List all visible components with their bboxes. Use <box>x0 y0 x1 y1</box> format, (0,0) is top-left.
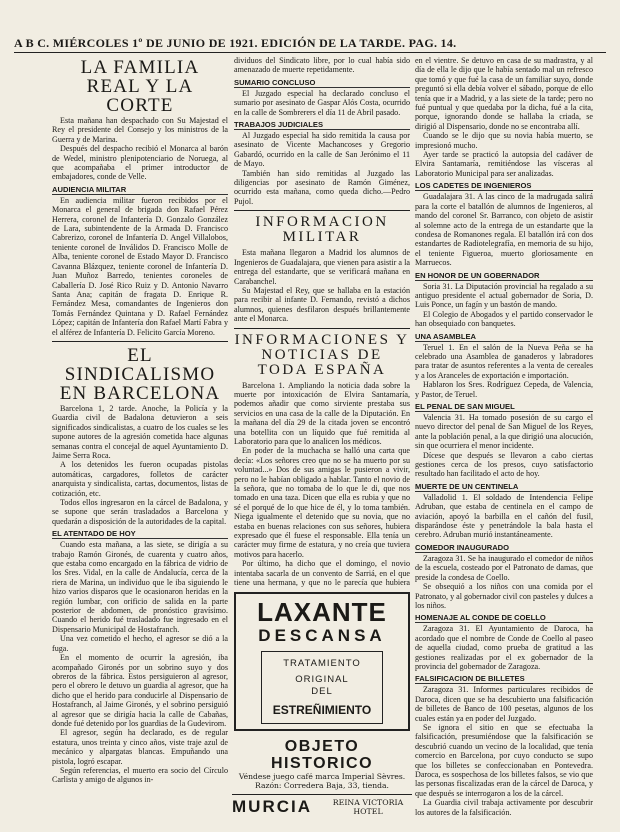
advertisements <box>232 588 412 816</box>
paragraph: Cuando esta mañana, a las siete, se dirigía a su trabajo Ramón Gironés, de cuarenta y cuatro años, que estaba como encargado en la fábrica de vidrio de los Sres. Vidal, en la calle de Andalucía, cerca de la riera de Marina, un individuo que le iba siguiendo le hizo varios disparos que le ocasionaron heridas en la región lumbar, con orificio de salida en la parte posterior de abdomen, de pronóstico gravísimo. Cuando el herido fué trasladado fue ingresado en el Dispensario Municipal de Hostafranch. <box>52 540 228 634</box>
headline-familia-real: LA FAMILIA REAL Y LA CORTE <box>80 57 200 116</box>
ad-brand-descansa: DESCANSA <box>258 626 386 645</box>
ad-brand-laxante: LAXANTE <box>257 597 387 627</box>
laxante-ad <box>234 592 410 731</box>
paragraph: A los detenidos les fueron ocupadas pistolas automáticas, cargadores, folletos de carácter anarquista y sindicalista, cartas, documentos, listas de cotización, etc. <box>52 460 228 498</box>
subheading-penal: EL PENAL DE SAN MIGUEL <box>415 402 593 412</box>
paragraph: Esta mañana han despachado con Su Majestad el Rey el presidente del Consejo y los ministros de la Guerra y de Marina. <box>52 116 228 144</box>
subheading-falsificacion: FALSIFICACION DE BILLETES <box>415 674 593 684</box>
ad-text: ORIGINAL <box>295 674 349 685</box>
paragraph: En audiencia militar fueron recibidos por el Monarca el general de brigada don Rafael Pérez Herrera, coronel de Infantería D. Gonzalo González de Lara, subintendente de la Armada D. Francisco Cabrerizo, coronel de Infantería D. Angel Villalobos, teniente coronel de Inválidos D. Francisco Molle de Alba, teniente coronel de Estado Mayor D. Francisco Cavanna Blázquez, teniente coronel de Infantería D. Juan Muñoz Barredo, tenientes coroneles de Caballería D. José Rico Ruiz y D. Antonio Navarro Santa Ana; capitán de fragata D. Enrique R. Fernández Mesa, comandantes de Ingenieros don Tomás Fernández Quintana y D. Rafael Fernández López; capitán de Infantería don Rafael Martí Fabra y el alférez de Infantería D. Felicito García Moreno. <box>52 195 228 337</box>
paragraph: Se obsequió a los niños con una comida por el Patronato, y al gobernador civil con pasteles y dulces a los niños. <box>415 582 593 610</box>
paragraph: Zaragoza 31. El Ayuntamiento de Daroca, ha acordado que el nombre de Conde de Coello al paseo de aquella ciudad, como prueba de gratitud a las gestiones realizadas por el ex gobernador de la provincia del gobernador de Zaragoza. <box>415 624 593 671</box>
paragraph: Zaragoza 31. Informes particulares recibidos de Daroca, dicen que se ha descubierto una falsificación de billetes de Banco de 100 pesetas, algunos de los cuales están ya en poder del Juzgado. <box>415 685 593 723</box>
paragraph: Una vez cometido el hecho, el agresor se dió a la fuga. <box>52 634 228 653</box>
paragraph: También han sido remitidas al Juzgado las diligencias por asesinato de Ramón Giménez, ocurrido esta mañana, como queda dicho.—Pedro Pujol. <box>234 168 410 206</box>
murcia-ad <box>232 794 412 816</box>
paragraph: Teruel 1. En el salón de la Nueva Peña se ha celebrado una Asamblea de ganaderos y labradores para tratar de asuntos referentes a la venta de cereales y a los Aranceles de exportación e importación. <box>415 342 593 380</box>
paragraph: Valencia 31. Ha tomado posesión de su cargo el nuevo director del penal de San Miguel de los Reyes, ante la población penal, a la que dirigió una alocución, sin que ocurriera el menor incidente. <box>415 413 593 451</box>
ad-text: ESTREÑIMIENTO <box>272 703 372 717</box>
subheading-trabajos-judiciales: TRABAJOS JUDICIALES <box>234 120 410 130</box>
paragraph: Al Juzgado especial ha sido remitida la causa por asesinato de Vicente Machancoses y Gregorio Gabardó, ocurrido en la calle de San Jerónimo el 11 de Mayo. <box>234 131 410 169</box>
paragraph: Guadalajara 31. A las cinco de la madrugada salirá para la corte el batallón de alumnos de Ingenieros, al mando del coronel Sr. Barranco, con objeto de asistir al solemne acto de la entrega de un estandarte que la condesa de Romanones regala. El batallón irá con dos estandartes de Radiotelegrafía, en memoria de su hijo, el teniente Figueroa, muerto gloriosamente en Marruecos. <box>415 192 593 268</box>
paragraph: Zaragoza 31. Se ha inaugurado el comedor de niños de la escuela, costeado por el Patronato de damas, que preside la condesa de Coello. <box>415 553 593 582</box>
objeto-historico-title: OBJETO HISTORICO <box>270 738 374 772</box>
headline-sindicalismo: EL SINDICALISMO EN BARCELONA <box>59 344 221 404</box>
paragraph: Cuando se le dijo que su novia había muerto, se impresionó mucho. <box>415 131 593 150</box>
subheading-gobernador: EN HONOR DE UN GOBERNADOR <box>415 271 593 281</box>
ad-inner-box <box>261 651 383 724</box>
masthead: A B C. MIÉRCOLES 1º DE JUNIO DE 1921. EDICIÓN DE LA TARDE. PAG. 14. <box>14 36 606 53</box>
paragraph: Se ignora el sitio en que se efectuaba la falsificación, presumiéndose que la falsificación se descubrió cuando un vecino de la localidad, que tenía comercio en Barcelona, por cuyo conducto se supo que los billetes se confeccionaban en Pontevedra. Daroca, es sospechosa de los billetes falsos, se vio que las personas fiscalizadas eran de la cárcel de Daroca, y que después se interrogaron a los de la cárcel. <box>415 722 593 798</box>
objeto-historico-text: Véndese juego café marca Imperial Sèvres. Razón: Corredera Baja, 33, tienda. <box>238 772 406 790</box>
column-1 <box>52 56 228 826</box>
murcia-title: MURCIA <box>232 797 312 816</box>
paragraph: Por último, ha dicho que el domingo, el novio intentaba sacarla de un convento de Sarriá, en el que tiene una hermana, y que no le parecía que hubiera <box>234 559 410 588</box>
ad-text: DEL <box>311 686 333 697</box>
paragraph: En poder de la muchacha se halló una carta que decía: «Los señores creo que no se ha muerto por su voluntad...» Dos de sus amigas le pusieron a vivir, pero no le habían obligado a hablar. Tanto el novio de la señora, que no tomaba de lo que le di, que nos tomado en una taza. Dicen que ella es rubia y que no sé el porqué de lo que hice de él, y lo toma también. Niega igualmente el detenido que su novia, que no estaba en buenas relaciones con sus señores, hubiera expresado que él fuese el responsable. Ella tenía un carácter muy firme de estatura, y no creía que tuviera motivos para hacerlo. <box>234 446 410 559</box>
paragraph: En el momento de ocurrir la agresión, iba acompañado Gironés por un sobrino suyo y dos obreros de la fábrica. Estos persiguieron al agresor, pero el obrero le detuvo un guardia al agresor, que ha dicho que el herido para conducirle al Dispensario de Hostafranch, al Jaime Gironés, y el sobrino persiguió al agresor que se dirigía hacia la calle de Cabañas, donde fué detenido por los guardias de la Gudevirom. <box>52 653 228 728</box>
paragraph: Valladolid 1. El soldado de Intendencia Felipe Adruban, que estaba de centinela en el campo de aviación, apoyó la barbilla en el cañón del fusil, disparándose éste y penetrándole la bala hasta el cerebro. Adruban murió instantáneamente. <box>415 492 593 540</box>
paragraph: Esta mañana llegaron a Madrid los alumnos de Ingenieros de Guadalajara, que vienen para asistir a la entrega del estandarte, que se verificará mañana en Carabanchel. <box>234 248 410 286</box>
headline-informacion-militar: INFORMACION MILITAR <box>255 214 389 246</box>
paragraph: El Colegio de Abogados y el partido conservador le han obsequiado con banquetes. <box>415 309 593 329</box>
divider <box>52 341 228 342</box>
paragraph: Dícese que después se llevaron a cabo ciertas gestiones cerca de los presos, cuyo satisfactorio resultado han facilitado el acto de hoy. <box>415 450 593 479</box>
paragraph: Todos ellos ingresaron en la cárcel de Badalona, y se supone que serán trasladados a Barcelona y quedarán a disposición de la autoridades de la capital. <box>52 498 228 526</box>
subheading-comedor: COMEDOR INAUGURADO <box>415 543 593 553</box>
paragraph: El Juzgado especial ha declarado concluso el sumario por asesinato de Gaspar Alós Costa, ocurrido en la calle de Sombrerers el día 11 de Abril pasado. <box>234 88 410 117</box>
paragraph: El agresor, según ha declarado, es de regular estatura, unos treinta y cinco años, viste traje azul de mecánico y alpargatas blancas. Empuñando una pistola, logró escapar. <box>52 728 228 766</box>
divider <box>234 210 410 211</box>
murcia-text: REINA VICTORIA HOTEL <box>332 798 404 816</box>
paragraph: Según referencias, el muerto era socio del Círculo Carlista y amigo de algunos in- <box>52 765 228 785</box>
paragraph: Hablaron los Sres. Rodríguez Cepeda, de Valencia, y Pastor, de Teruel. <box>415 380 593 399</box>
paragraph: Barcelona 1. Ampliando la noticia dada sobre la muerte por intoxicación de Elvira Santamaría, podemos añadir que como sirviente prestaba sus servicios en una casa de la calle de la Diputación. En la mañana del día 29 de la citada joven se encontró una botellita con un líquido que fué remitida al Laboratorio para que lo analicen los médicos. <box>234 380 410 446</box>
paragraph: dividuos del Sindicato libre, por lo cual había sido amenazado de muerte repetidamente. <box>234 56 410 75</box>
column-3 <box>415 56 593 826</box>
subheading-atentado: EL ATENTADO DE HOY <box>52 529 228 539</box>
paragraph: La Guardia civil trabaja activamente por descubrir los autores de la falsificación. <box>415 798 593 817</box>
paragraph: Soria 31. La Diputación provincial ha regalado a su antiguo presidente el actual gobernador de Soria, D. Luis Ponce, un fagín y un bastón de mando. <box>415 281 593 310</box>
subheading-cadetes: LOS CADETES DE INGENIEROS <box>415 181 593 191</box>
divider <box>234 328 410 329</box>
subheading-asamblea: UNA ASAMBLEA <box>415 332 593 342</box>
subheading-centinela: MUERTE DE UN CENTINELA <box>415 482 593 492</box>
headline-informaciones: INFORMACIONES Y NOTICIAS DE TODA ESPAÑA <box>234 331 410 378</box>
subheading-homenaje: HOMENAJE AL CONDE DE COELLO <box>415 613 593 623</box>
paragraph: Después del despacho recibió el Monarca al barón de Wedel, ministro plenipotenciario de Noruega, al que acompañaba el primer introductor de embajadores, conde de Velle. <box>52 144 228 182</box>
ad-text: TRATAMIENTO <box>283 658 361 669</box>
subheading-audiencia-militar: AUDIENCIA MILITAR <box>52 185 228 195</box>
paragraph: Su Majestad el Rey, que se hallaba en la estación para recibir al infante D. Fernando, revistó a dichos alumnos, quienes desfilaron después brillantemente ante el Monarca. <box>234 285 410 324</box>
subheading-sumario: SUMARIO CONCLUSO <box>234 78 410 88</box>
paragraph: Barcelona 1, 2 tarde. Anoche, la Policía y la Guardia civil de Badalona detuvieron a seis significados sindicalistas, a cuatro de los cuales se les supone autores de la agresión cometida hace algunas semanas contra el concejal de aquel Ayuntamiento D. Jaime Serra Roca. <box>52 403 228 460</box>
paragraph: en el vientre. Se detuvo en casa de su madrastra, y al día de ella le dijo que le había sentado mal un refresco que tomó y que fué la casa de un familiar suyo, donde preguntó si ella debía volver el sábado, porque de ello tenía que ir a Madrid, y a las siete de la tarde; pero no fué puntual y que quedaba por la dicha, fué a la cita, porque, ignorando donde se hallaba la criada, se dirigió al Dispensario, donde no se encontraba allí. <box>415 56 593 131</box>
paragraph: Ayer tarde se practicó la autopsia del cadáver de Elvira Santamaría, remitiéndose las vísceras al Laboratorio Municipal para ser analizadas. <box>415 150 593 178</box>
